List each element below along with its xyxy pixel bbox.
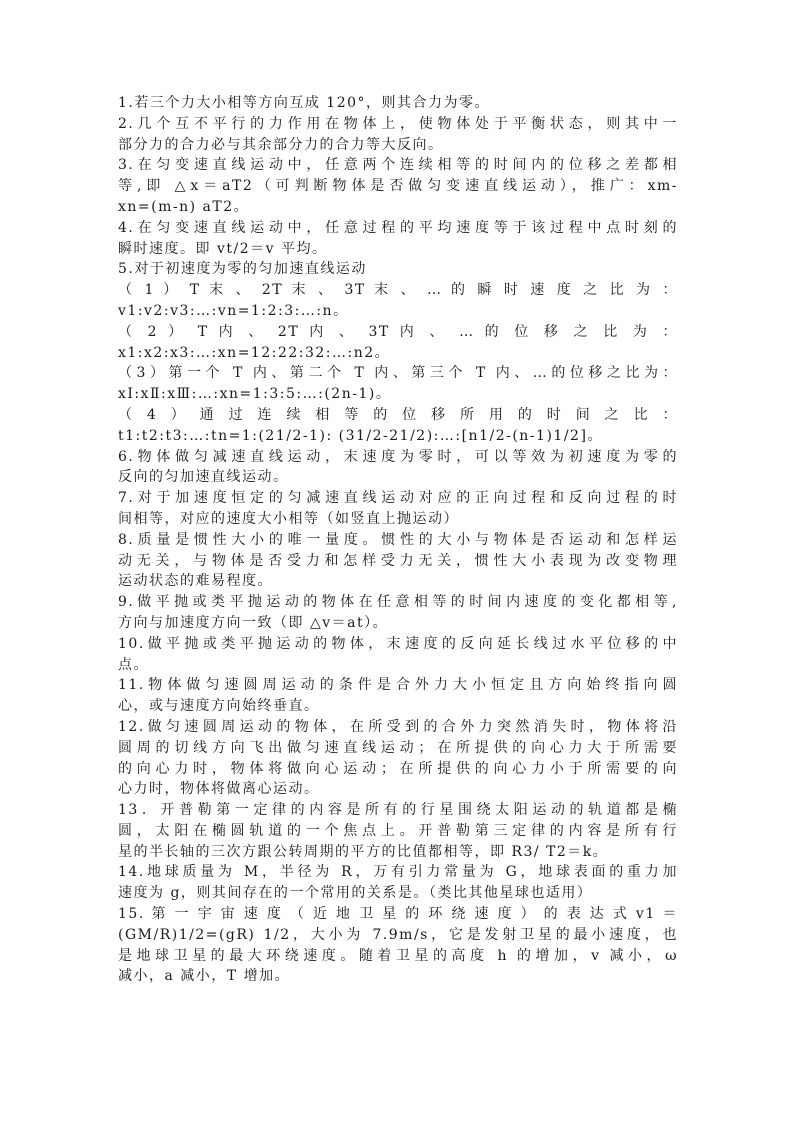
paragraph-7 — [118, 322, 678, 364]
text-line: 2.几个互不平行的力作用在物体上，使物体处于平衡状态，则其中一 — [118, 115, 678, 132]
text-line: 是地球卫星的最大环绕速度。随着卫星的高度 h 的增加，v 减小，ω — [118, 947, 678, 964]
paragraph-15 — [118, 675, 678, 717]
paragraph-6 — [118, 280, 678, 322]
paragraph-17 — [118, 800, 678, 862]
text-line: 15. 第 一 宇 宙 速 度 （ 近 地 卫 星 的 环 绕 速 度 ） 的 表 达 式 v1 ＝ — [118, 906, 678, 923]
text-line: xn=(m-n) aT2。 — [118, 198, 250, 215]
text-line: 瞬时速度。即 vt/2＝v 平均。 — [118, 240, 328, 257]
text-line: 7.对于加速度恒定的匀减速直线运动对应的正向过程和反向过程的时 — [118, 490, 678, 507]
text-line: 方向与加速度方向一致（即 △v＝at）。 — [118, 614, 389, 631]
text-line: （3）第一个 T 内、第二个 T 内、第三个 T 内、…的位移之比为： — [118, 365, 678, 382]
text-line: 4.在匀变速直线运动中，任意过程的平均速度等于该过程中点时刻的 — [118, 219, 678, 236]
text-line: 圆，太阳在椭圆轨道的一个焦点上。开普勒第三定律的内容是所有行 — [118, 822, 678, 839]
text-line: 1.若三个力大小相等方向互成 120°，则其合力为零。 — [118, 95, 491, 111]
paragraph-18 — [118, 862, 678, 904]
text-line: x1:x2:x3:…:xn=12:22:32:…:n2。 — [118, 344, 391, 361]
text-line: 动无关，与物体是否受力和怎样受力无关，惯性大小表现为改变物理 — [118, 552, 678, 569]
text-line: 11.物体做匀速圆周运动的条件是合外力大小恒定且方向始终指向圆 — [118, 677, 678, 694]
paragraph-5 — [118, 259, 678, 280]
paragraph-19 — [118, 904, 678, 987]
paragraph-3 — [118, 155, 678, 217]
paragraph-10 — [118, 447, 678, 489]
text-line: 6.物体做匀减速直线运动，末速度为零时，可以等效为初速度为零的 — [118, 448, 678, 465]
text-line: 间相等，对应的速度大小相等（如竖直上抛运动） — [118, 510, 459, 527]
text-line: 点。 — [118, 656, 149, 673]
text-line: 部分力的合力必与其余部分力的合力等大反向。 — [118, 136, 444, 153]
text-line: 3.在匀变速直线运动中，任意两个连续相等的时间内的位移之差都相 — [118, 157, 678, 174]
text-line: 10.做平抛或类平抛运动的物体，末速度的反向延长线过水平位移的中 — [118, 635, 678, 652]
paragraph-14 — [118, 634, 678, 676]
text-line: 8.质量是惯性大小的唯一量度。惯性的大小与物体是否运动和怎样运 — [118, 531, 678, 548]
text-line: 反向的匀加速直线运动。 — [118, 469, 289, 486]
text-line: （ 2 ） T 内 、 2T 内 、 3T 内 、 … 的 位 移 之 比 为 ： — [118, 323, 678, 340]
paragraph-11 — [118, 488, 678, 530]
paragraph-1 — [118, 93, 678, 114]
text-line: 14.地球质量为 M，半径为 R，万有引力常量为 G，地球表面的重力加 — [118, 864, 678, 881]
paragraph-12 — [118, 530, 678, 592]
text-line: 5.对于初速度为零的匀加速直线运动 — [118, 261, 367, 278]
text-line: xⅠ:xⅡ:xⅢ:…:xn=1:3:5:…:(2n-1)。 — [118, 386, 392, 403]
document-body — [118, 93, 678, 987]
text-line: 减小，a 减小，T 增加。 — [118, 968, 291, 985]
paragraph-13 — [118, 592, 678, 634]
text-line: 速度为 g，则其间存在的一个常用的关系是。（类比其他星球也适用） — [118, 885, 593, 902]
text-line: 9.做平抛或类平抛运动的物体在任意相等的时间内速度的变化都相等, — [118, 594, 678, 611]
text-line: 星的半长轴的三次方跟公转周期的平方的比值都相等，即 R3/ T2＝k。 — [118, 843, 609, 860]
text-line: t1:t2:t3:…:tn=1:(21/2-1): (31/2-21/2):…:[n1/2-(n-1)1/2]。 — [118, 427, 603, 444]
text-line: 心力时，物体将做离心运动。 — [118, 781, 320, 798]
paragraph-4 — [118, 218, 678, 260]
text-line: 等,即 △x＝aT2（可判断物体是否做匀变速直线运动），推广：xm- — [118, 178, 678, 195]
text-line: 的向心力时，物体将做向心运动；在所提供的向心力小于所需要的向 — [118, 760, 678, 777]
text-line: （ 1 ） T 末 、 2T 末 、 3T 末 、 … 的 瞬 时 速 度 之 比 为 ： — [118, 282, 678, 299]
text-line: v1:v2:v3:…:vn=1:2:3:…:n。 — [118, 302, 349, 319]
text-line: 圆周的切线方向飞出做匀速直线运动；在所提供的向心力大于所需要 — [118, 739, 678, 756]
paragraph-16 — [118, 717, 678, 800]
text-line: 13．开普勒第一定律的内容是所有的行星围绕太阳运动的轨道都是椭 — [118, 802, 678, 819]
text-line: 运动状态的难易程度。 — [118, 573, 273, 590]
paragraph-2 — [118, 114, 678, 156]
text-line: (GM/R)1/2=(gR) 1/2，大小为 7.9m/s，它是发射卫星的最小速度，也 — [118, 926, 678, 943]
text-line: 12.做匀速圆周运动的物体，在所受到的合外力突然消失时，物体将沿 — [118, 718, 678, 735]
text-line: （4）通过连续相等的位移所用的时间之比： — [118, 406, 678, 423]
paragraph-9 — [118, 405, 678, 447]
text-line: 心，或与速度方向始终垂直。 — [118, 698, 320, 715]
paragraph-8 — [118, 363, 678, 405]
